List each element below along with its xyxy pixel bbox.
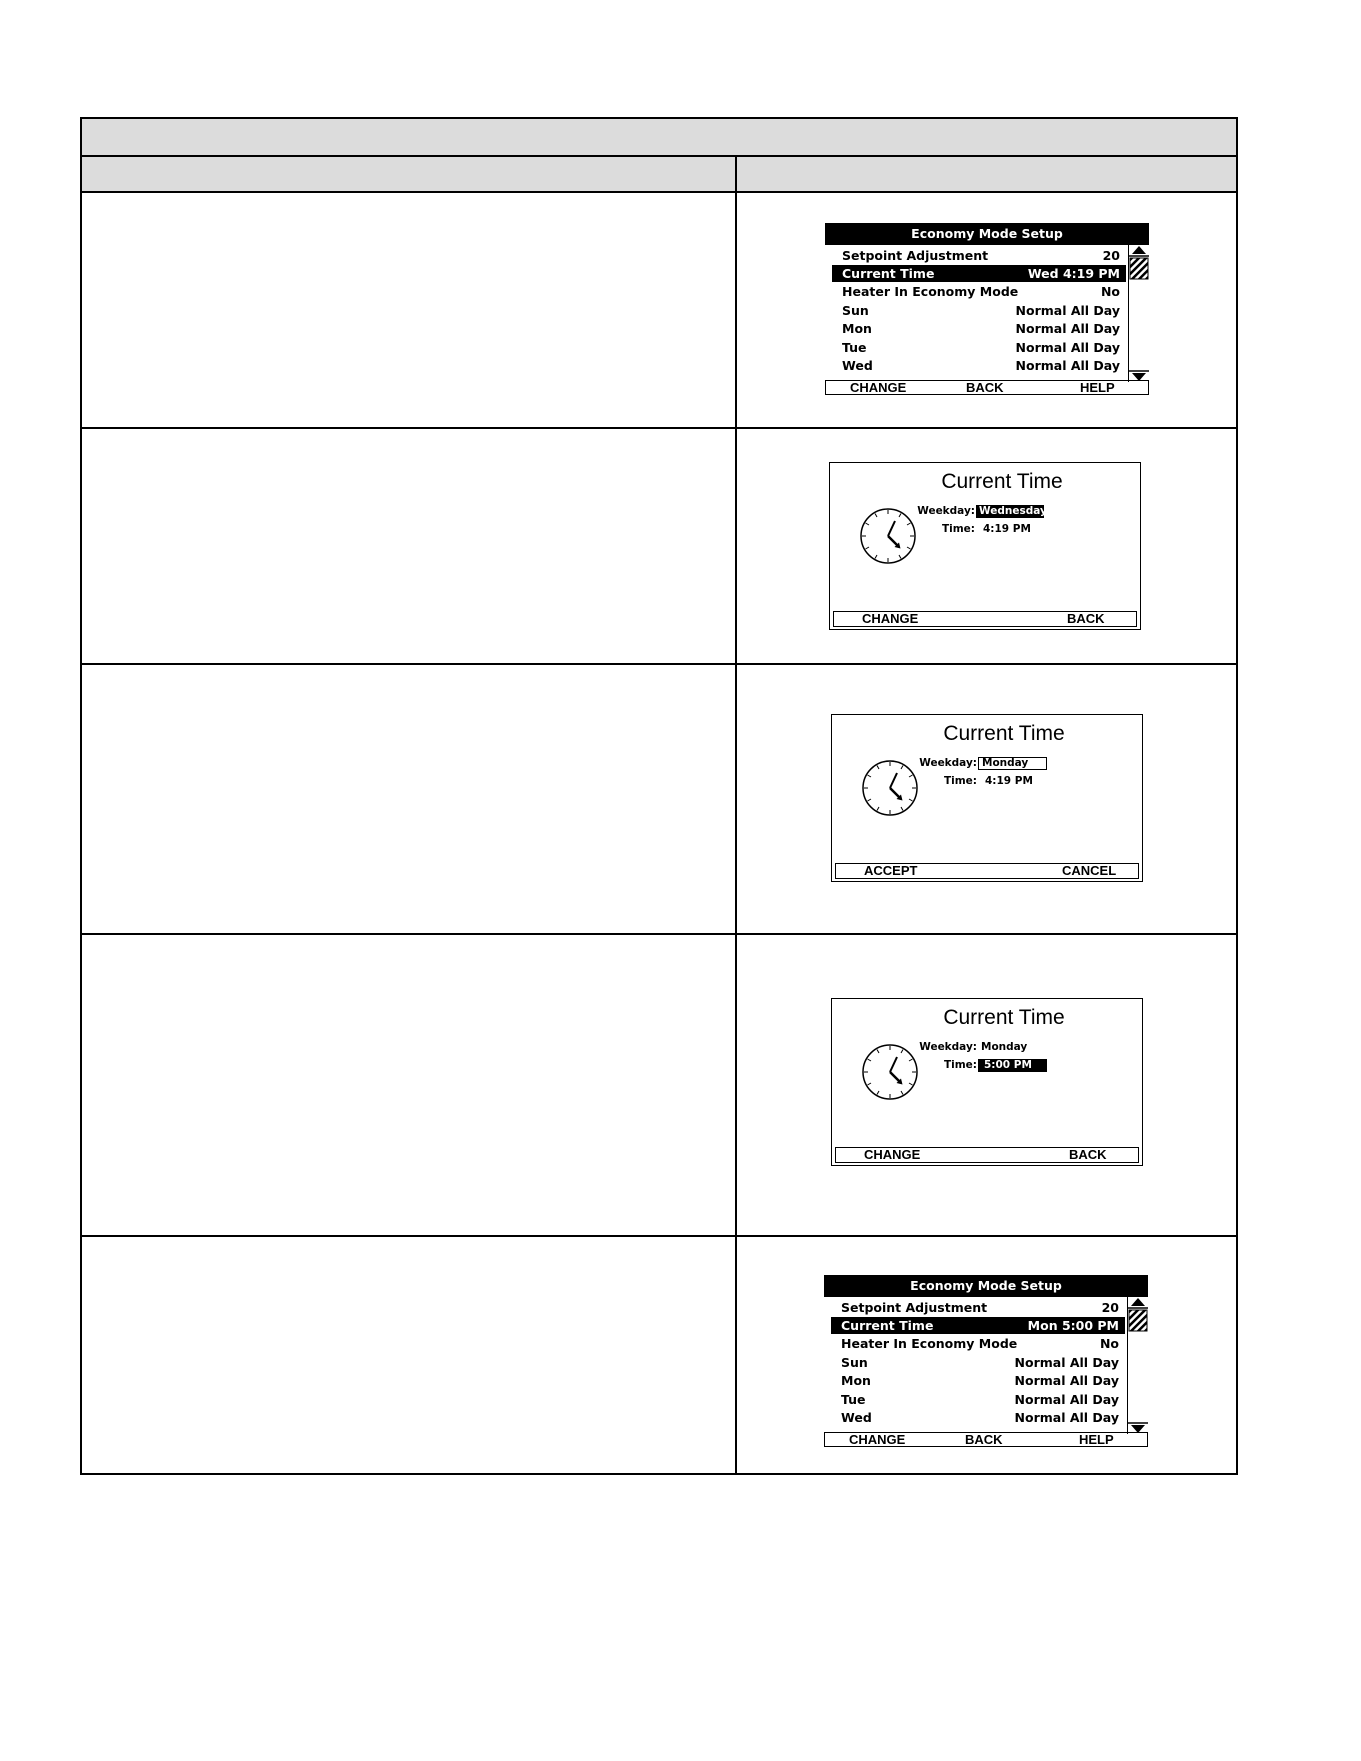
display-cell: [737, 1237, 1236, 1473]
item-label: Tue: [842, 340, 867, 355]
item-label: Tue: [841, 1392, 866, 1407]
screen-title: Current Time: [943, 722, 1065, 745]
screen-title: Current Time: [941, 470, 1063, 493]
back-softkey[interactable]: BACK: [966, 380, 1004, 395]
setup-list: [824, 1297, 1148, 1434]
item-label: Heater In Economy Mode: [842, 284, 1019, 299]
item-value: Normal All Day: [1015, 321, 1120, 336]
time-label: Time:: [943, 775, 977, 787]
item-value: Normal All Day: [1015, 303, 1120, 318]
scrollbar[interactable]: [1128, 245, 1149, 382]
list-item-tue[interactable]: [831, 1391, 1125, 1408]
list-item-setpoint[interactable]: [831, 1299, 1125, 1316]
step-text-cell: [82, 429, 737, 663]
table-row: [82, 665, 1236, 935]
time-label: Time:: [943, 1059, 977, 1071]
clock-icon: [861, 1043, 919, 1101]
table-row: [82, 1237, 1236, 1473]
change-softkey[interactable]: CHANGE: [862, 611, 919, 626]
economy-mode-setup-screen: [824, 1275, 1148, 1447]
weekday-label: Weekday:: [917, 505, 975, 517]
list-item-heater[interactable]: [831, 1335, 1125, 1352]
display-cell: [737, 193, 1236, 427]
screen-title: Economy Mode Setup: [825, 223, 1149, 245]
column-header-display: [737, 157, 1236, 191]
softkey-bar: [835, 1147, 1139, 1163]
item-value: Wed 4:19 PM: [1027, 266, 1120, 281]
list-item-mon[interactable]: [831, 1372, 1125, 1389]
item-label: Heater In Economy Mode: [841, 1336, 1018, 1351]
list-item-heater[interactable]: [832, 283, 1126, 300]
item-value: Mon 5:00 PM: [1027, 1318, 1119, 1333]
item-value: Normal All Day: [1014, 1355, 1119, 1370]
softkey-bar: [825, 380, 1149, 395]
item-value: Normal All Day: [1015, 358, 1120, 373]
clock-icon: [859, 507, 917, 565]
scroll-up-arrow-icon: [1131, 1298, 1145, 1306]
item-value: 20: [1102, 248, 1120, 263]
softkey-bar: [833, 611, 1137, 627]
list-item-mon[interactable]: [832, 320, 1126, 337]
item-label: Sun: [842, 303, 869, 318]
economy-mode-setup-screen: [825, 223, 1149, 395]
screen-title: Economy Mode Setup: [824, 1275, 1148, 1297]
list-item-wed[interactable]: [832, 357, 1126, 374]
item-value: Normal All Day: [1014, 1410, 1119, 1425]
time-value[interactable]: 4:19 PM: [985, 775, 1033, 787]
table-row: [82, 429, 1236, 665]
step-text-cell: [82, 935, 737, 1235]
step-text-cell: [82, 1237, 737, 1473]
accept-softkey[interactable]: ACCEPT: [864, 863, 918, 878]
scroll-up-arrow-icon: [1132, 246, 1146, 254]
back-softkey[interactable]: BACK: [965, 1432, 1003, 1447]
item-label: Sun: [841, 1355, 868, 1370]
item-value: No: [1099, 1336, 1119, 1351]
screen-title: Current Time: [943, 1006, 1065, 1029]
current-time-edit-screen: [831, 714, 1143, 882]
item-label: Mon: [841, 1373, 871, 1388]
table-row: [82, 193, 1236, 429]
item-value: 20: [1101, 1300, 1119, 1315]
step-text-cell: [82, 665, 737, 933]
back-softkey[interactable]: BACK: [1069, 1147, 1107, 1162]
time-value[interactable]: 5:00 PM: [978, 1059, 1047, 1072]
item-label: Current Time: [842, 266, 935, 281]
item-label: Wed: [842, 358, 873, 373]
item-value: Normal All Day: [1014, 1373, 1119, 1388]
table-column-header: [82, 157, 1236, 193]
procedure-table: [80, 117, 1238, 1475]
list-item-sun[interactable]: [832, 302, 1126, 319]
weekday-value[interactable]: Wednesday: [976, 505, 1044, 518]
item-label: Setpoint Adjustment: [841, 1300, 988, 1315]
display-cell: [737, 665, 1236, 933]
help-softkey[interactable]: HELP: [1079, 1432, 1114, 1447]
softkey-bar: [835, 863, 1139, 879]
time-label: Time:: [941, 523, 975, 535]
change-softkey[interactable]: CHANGE: [849, 1432, 906, 1447]
weekday-value[interactable]: Monday: [981, 1041, 1028, 1053]
help-softkey[interactable]: HELP: [1080, 380, 1115, 395]
clock-icon: [861, 759, 919, 817]
scroll-thumb: [1130, 258, 1148, 279]
current-time-screen: [829, 462, 1141, 630]
item-label: Current Time: [841, 1318, 934, 1333]
list-item-wed[interactable]: [831, 1409, 1125, 1426]
current-time-set-screen: [831, 998, 1143, 1166]
change-softkey[interactable]: CHANGE: [864, 1147, 921, 1162]
item-value: Normal All Day: [1015, 340, 1120, 355]
display-cell: [737, 429, 1236, 663]
table-row: [82, 935, 1236, 1237]
table-title-bar: [82, 119, 1236, 157]
list-item-current-time[interactable]: [832, 265, 1126, 282]
list-item-sun[interactable]: [831, 1354, 1125, 1371]
weekday-label: Weekday:: [919, 1041, 977, 1053]
item-value: No: [1100, 284, 1120, 299]
list-item-tue[interactable]: [832, 339, 1126, 356]
item-label: Mon: [842, 321, 872, 336]
scrollbar[interactable]: [1127, 1297, 1148, 1434]
list-item-setpoint[interactable]: [832, 247, 1126, 264]
item-label: Wed: [841, 1410, 872, 1425]
cancel-softkey[interactable]: CANCEL: [1062, 863, 1117, 878]
scroll-thumb: [1129, 1310, 1147, 1331]
weekday-label: Weekday:: [919, 757, 977, 769]
weekday-input[interactable]: Monday: [978, 757, 1047, 770]
item-label: Setpoint Adjustment: [842, 248, 989, 263]
list-item-current-time[interactable]: [831, 1317, 1125, 1334]
softkey-bar: [824, 1432, 1148, 1447]
time-value[interactable]: 4:19 PM: [983, 523, 1031, 535]
change-softkey[interactable]: CHANGE: [850, 380, 907, 395]
step-text-cell: [82, 193, 737, 427]
column-header-step: [82, 157, 737, 191]
display-cell: [737, 935, 1236, 1235]
back-softkey[interactable]: BACK: [1067, 611, 1105, 626]
setup-list: [825, 245, 1149, 382]
item-value: Normal All Day: [1014, 1392, 1119, 1407]
